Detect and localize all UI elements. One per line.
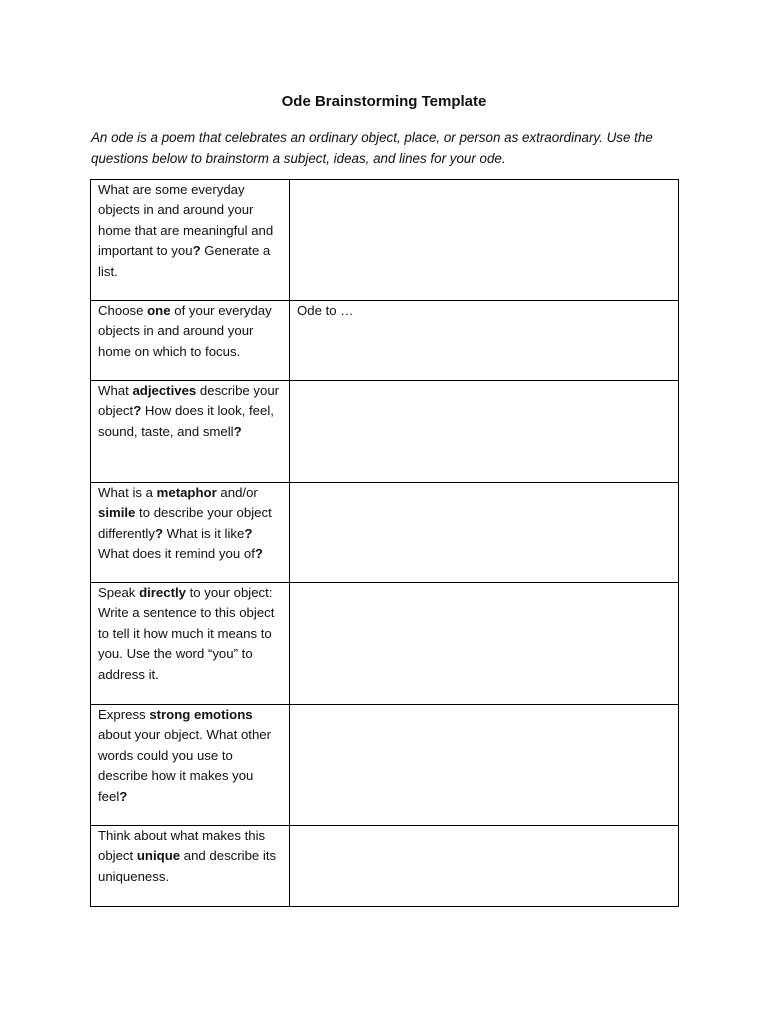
table-row — [91, 180, 679, 301]
table-row — [91, 705, 679, 826]
question-run: ? — [233, 423, 242, 439]
question-run: ? — [119, 788, 128, 804]
question-run: about your object. What other words could you use to describe how it makes you feel — [98, 727, 272, 804]
table-row — [91, 583, 679, 705]
question-run: to describe your object differently — [98, 505, 272, 541]
question-cell — [91, 483, 290, 583]
question-run: of your everyday objects in and around your home on which to focus. — [98, 303, 272, 359]
question-cell — [91, 583, 290, 705]
question-cell — [91, 180, 290, 301]
question-run: Generate a list. — [98, 243, 271, 279]
question-cell — [91, 301, 290, 381]
table-row — [91, 301, 679, 381]
question-run: What is a — [98, 485, 157, 500]
question-run: describe your object — [98, 383, 280, 419]
question-run: ? — [244, 525, 253, 541]
question-run: Express — [98, 707, 150, 722]
question-run: simile — [98, 505, 136, 521]
question-run: What — [98, 383, 133, 398]
question-text — [98, 705, 283, 807]
answer-text: Ode to … — [297, 303, 354, 318]
question-run: What are some everyday objects in and around your home that are meaningful and important to you — [98, 182, 274, 259]
question-run: Speak — [98, 585, 140, 600]
question-run: adjectives — [132, 383, 197, 398]
question-text — [98, 826, 283, 887]
question-run: to your object: Write a sentence to this object to tell it how much it means to you. Use the word “you” to address it. — [98, 585, 275, 682]
table-body — [91, 180, 679, 907]
question-run: and describe its uniqueness. — [98, 848, 277, 884]
question-text — [98, 180, 283, 282]
answer-cell[interactable] — [290, 483, 679, 583]
question-run: and/or — [216, 485, 258, 500]
question-run: What is it like — [163, 525, 245, 541]
question-cell — [91, 705, 290, 826]
question-run: strong emotions — [149, 707, 253, 722]
question-run: What does it remind you of — [98, 546, 255, 562]
table-row — [91, 826, 679, 907]
question-run: unique — [136, 848, 181, 864]
answer-cell[interactable] — [290, 301, 679, 381]
question-run: Choose — [98, 303, 148, 318]
answer-cell[interactable] — [290, 180, 679, 301]
question-cell — [91, 381, 290, 483]
table-row — [91, 483, 679, 583]
brainstorming-table — [90, 179, 679, 907]
question-text — [98, 301, 283, 362]
table-row — [91, 381, 679, 483]
question-run: How does it look, feel, sound, taste, and smell — [98, 403, 274, 439]
answer-cell[interactable] — [290, 826, 679, 907]
answer-cell[interactable] — [290, 705, 679, 826]
answer-cell[interactable] — [290, 583, 679, 705]
question-run: directly — [139, 585, 186, 600]
question-run: ? — [133, 403, 142, 419]
question-run: ? — [254, 546, 263, 562]
question-run: ? — [192, 243, 201, 259]
question-cell — [91, 826, 290, 907]
question-run: metaphor — [156, 485, 217, 500]
answer-cell[interactable] — [290, 381, 679, 483]
question-run: one — [147, 303, 171, 318]
document-title: Ode Brainstorming Template — [281, 93, 487, 110]
question-text — [98, 483, 283, 565]
question-run: Think about what makes this object — [98, 828, 266, 864]
question-text — [98, 381, 283, 442]
intro-paragraph: An ode is a poem that celebrates an ordinary object, place, or person as extraordinary. Use the questions below to brainstorm a subject, ideas, and lines for your ode. — [91, 130, 653, 166]
question-run: ? — [154, 525, 163, 541]
question-text — [98, 583, 283, 685]
